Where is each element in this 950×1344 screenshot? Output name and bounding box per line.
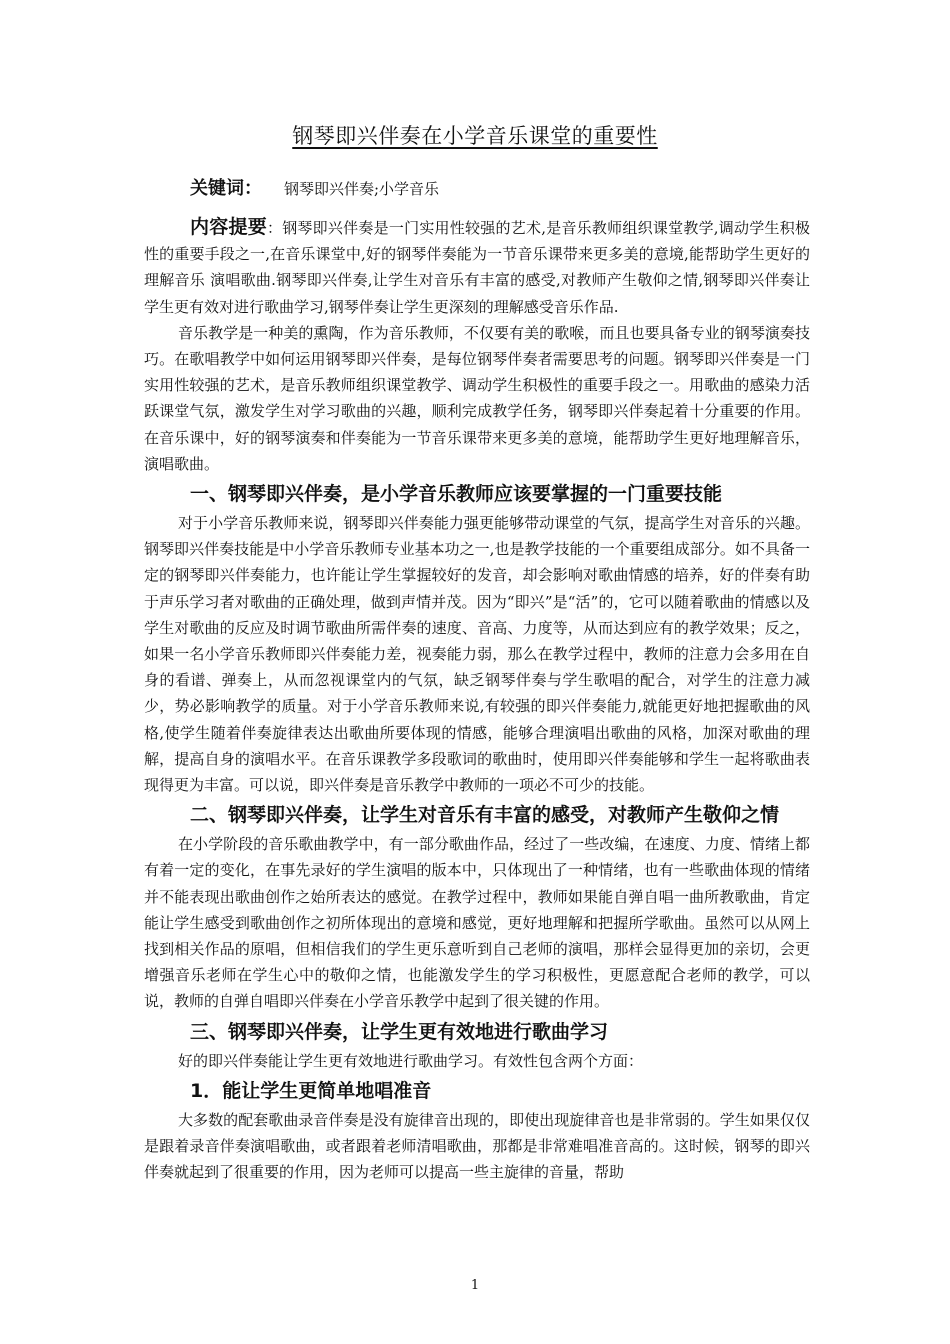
- abstract-paragraph: [144, 214, 810, 320]
- document-body: [144, 214, 810, 1186]
- subsection-1-paragraph: 大多数的配套歌曲录音伴奏是没有旋律音出现的，即使出现旋律音也是非常弱的。学生如果仅仅是跟着录音伴奏演唱歌曲，或者跟着老师清唱歌曲，那都是非常难唱准音高的。这时候，钢琴的即兴伴奏就起到了很重要的作用，因为老师可以提高一些主旋律的音量，帮助: [144, 1110, 810, 1182]
- section-1-heading: 一、钢琴即兴伴奏，是小学音乐教师应该要掌握的一门重要技能: [190, 483, 723, 506]
- intro-paragraph: 音乐教学是一种美的熏陶，作为音乐教师，不仅要有美的歌喉，而且也要具备专业的钢琴演奏技巧。在歌唱教学中如何运用钢琴即兴伴奏，是每位钢琴伴奏者需要思考的问题。钢琴即兴伴奏是一门实用性较强的艺术，是音乐教师组织课堂教学、调动学生积极性的重要手段之一。用歌曲的感染力活跃课堂气氛，激发学生对学习歌曲的兴趣，顺利完成教学任务，钢琴即兴伴奏起着十分重要的作用。在音乐课中，好的钢琴演奏和伴奏能为一节音乐课带来更多美的意境，能帮助学生更好地理解音乐，演唱歌曲。: [144, 323, 810, 473]
- subsection-1-heading: 1．能让学生更简单地唱准音: [190, 1079, 432, 1102]
- abstract-label: 内容提要: [190, 216, 267, 238]
- keywords-text: 钢琴即兴伴奏;小学音乐: [284, 180, 440, 198]
- section-3-heading: 三、钢琴即兴伴奏，让学生更有效地进行歌曲学习: [190, 1020, 609, 1043]
- page-number: 1: [470, 1278, 480, 1293]
- section-2-heading: 二、钢琴即兴伴奏，让学生对音乐有丰富的感受，对教师产生敬仰之情: [190, 804, 780, 827]
- keywords-label: 关键词：: [190, 178, 262, 199]
- abstract-text: ：钢琴即兴伴奏是一门实用性较强的艺术,是音乐教师组织课堂教学,调动学生积极性的重要手段之一,在音乐课堂中,好的钢琴伴奏能为一节音乐课带来更多美的意境,能帮助学生更好的理解音乐 演唱歌曲.钢琴即兴伴奏,让学生对音乐有丰富的感受,对教师产生敬仰之情,钢琴即兴伴奏让学生更有效对进行歌曲学习,钢琴伴奏让学生更深刻的理解感受音乐作品.: [144, 219, 810, 316]
- document-title: 钢琴即兴伴奏在小学音乐课堂的重要性: [292, 124, 658, 148]
- keywords-line: [190, 174, 439, 200]
- section-1-paragraph: 对于小学音乐教师来说，钢琴即兴伴奏能力强更能够带动课堂的气氛，提高学生对音乐的兴趣。钢琴即兴伴奏技能是中小学音乐教师专业基本功之一,也是教学技能的一个重要组成部分。如不具备一定的钢琴即兴伴奏能力，也许能让学生掌握较好的发音，却会影响对歌曲情感的培养，好的伴奏有助于声乐学习者对歌曲的正确处理，做到声情并茂。因为“即兴”是“活”的，它可以随着歌曲的情感以及学生对歌曲的反应及时调节歌曲所需伴奏的速度、音高、力度等，从而达到应有的教学效果；反之，如果一名小学音乐教师即兴伴奏能力差，视奏能力弱，那么在教学过程中，教师的注意力会多用在自身的看谱、弹奏上，从而忽视课堂内的气氛，缺乏钢琴伴奏与学生歌唱的配合，对学生的注意力减少，势必影响教学的质量。对于小学音乐教师来说,有较强的即兴伴奏能力,就能更好地把握歌曲的风格,使学生随着伴奏旋律表达出歌曲所要体现的情感，能够合理演唱出歌曲的风格，加深对歌曲的理解，提高自身的演唱水平。在音乐课教学多段歌词的歌曲时，使用即兴伴奏能够和学生一起将歌曲表现得更为丰富。可以说，即兴伴奏是音乐教学中教师的一项必不可少的技能。: [144, 514, 810, 795]
- section-2-paragraph: 在小学阶段的音乐歌曲教学中，有一部分歌曲作品，经过了一些改编，在速度、力度、情绪上都有着一定的变化，在事先录好的学生演唱的版本中，只体现出了一种情绪，也有一些歌曲体现的情绪并不能表现出歌曲创作之始所表达的感觉。在教学过程中，教师如果能自弹自唱一曲所教歌曲，肯定能让学生感受到歌曲创作之初所体现出的意境和感觉，更好地理解和把握所学歌曲。虽然可以从网上找到相关作品的原唱，但相信我们的学生更乐意听到自己老师的演唱，那样会显得更加的亲切，会更增强音乐老师在学生心中的敬仰之情，也能激发学生的学习积极性，更愿意配合老师的教学，可以说，教师的自弹自唱即兴伴奏在小学音乐教学中起到了很关键的作用。: [144, 835, 810, 1011]
- section-3-paragraph: 好的即兴伴奏能让学生更有效地进行歌曲学习。有效性包含两个方面：: [178, 1051, 644, 1070]
